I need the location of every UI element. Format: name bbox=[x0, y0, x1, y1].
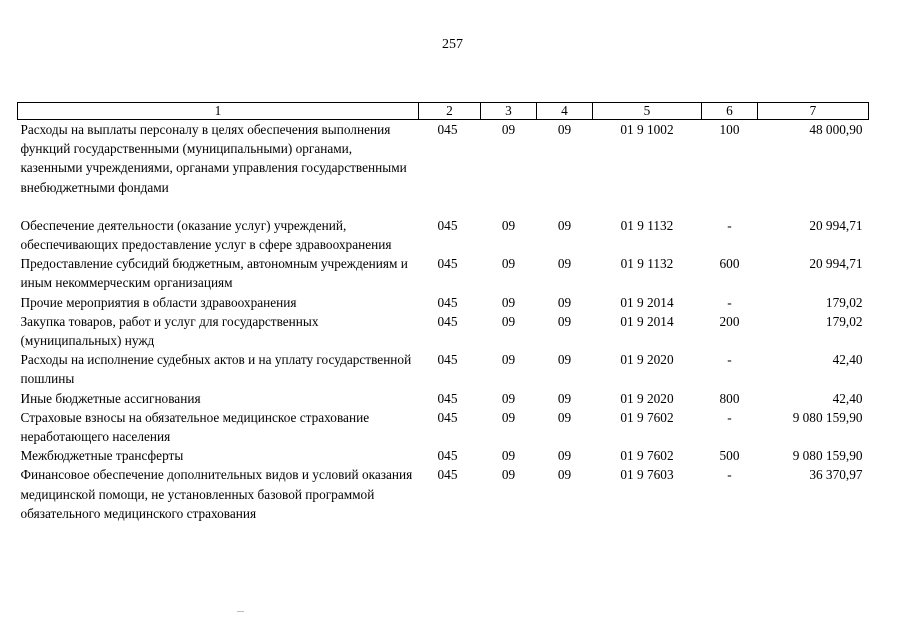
header-col-3: 3 bbox=[481, 103, 537, 120]
table-body bbox=[18, 120, 869, 524]
row-rz: 09 bbox=[501, 313, 516, 329]
row-pr: 09 bbox=[557, 390, 572, 406]
header-col-6: 6 bbox=[702, 103, 758, 120]
row-csr: 01 9 2020 bbox=[620, 390, 674, 406]
table-row bbox=[18, 293, 869, 312]
row-ved: 045 bbox=[437, 409, 458, 425]
table-row bbox=[18, 446, 869, 465]
row-csr: 01 9 1132 bbox=[620, 256, 674, 272]
row-sum: 179,02 bbox=[825, 294, 863, 310]
scan-mark bbox=[237, 611, 244, 612]
row-ved: 045 bbox=[437, 256, 458, 272]
row-vr: - bbox=[727, 409, 732, 425]
row-csr: 01 9 7602 bbox=[620, 409, 674, 425]
table-row bbox=[18, 350, 869, 388]
row-csr: 01 9 1002 bbox=[620, 122, 674, 137]
row-ved: 045 bbox=[437, 217, 458, 233]
row-rz: 09 bbox=[501, 352, 516, 368]
row-name: Межбюджетные трансферты bbox=[20, 448, 184, 464]
header-col-5: 5 bbox=[593, 103, 702, 120]
row-name: Прочие мероприятия в области здравоохранения bbox=[20, 294, 297, 310]
row-csr: 01 9 7603 bbox=[620, 467, 674, 483]
row-sum: 42,40 bbox=[832, 352, 863, 368]
row-name: Расходы на исполнение судебных актов и на уплату государственной пошлины bbox=[20, 352, 412, 387]
row-csr: 01 9 2014 bbox=[620, 294, 674, 310]
row-sum: 20 994,71 bbox=[809, 256, 863, 272]
row-name: Закупка товаров, работ и услуг для государственных (муниципальных) нужд bbox=[20, 313, 319, 349]
row-rz: 09 bbox=[501, 448, 516, 464]
row-rz: 09 bbox=[501, 409, 516, 425]
header-row bbox=[18, 103, 869, 120]
row-vr: - bbox=[727, 294, 732, 310]
row-ved: 045 bbox=[437, 352, 458, 368]
row-name: Финансовое обеспечение дополнительных видов и условий оказания медицинской помощи, не установленных базовой программой обязательного медицинского страхования bbox=[20, 467, 413, 521]
row-ved: 045 bbox=[437, 313, 458, 329]
header-col-7: 7 bbox=[758, 103, 869, 120]
row-csr: 01 9 2014 bbox=[620, 313, 674, 329]
row-vr: 500 bbox=[719, 448, 740, 464]
row-rz: 09 bbox=[501, 217, 516, 233]
header-col-4: 4 bbox=[537, 103, 593, 120]
row-rz: 09 bbox=[501, 294, 516, 310]
row-ved: 045 bbox=[437, 122, 458, 137]
row-sum: 20 994,71 bbox=[809, 217, 863, 233]
header-col-1: 1 bbox=[18, 103, 419, 120]
row-vr: 100 bbox=[719, 122, 740, 137]
row-name: Расходы на выплаты персоналу в целях обеспечения выполнения функций государственными (муниципальными) органами, казенными учреждениями, органами управления государственными внебюджетными фондами bbox=[20, 122, 407, 195]
row-rz: 09 bbox=[501, 256, 516, 272]
row-vr: 600 bbox=[719, 256, 740, 272]
row-name: Обеспечение деятельности (оказание услуг) учреждений, обеспечивающих предоставление услуг в сфере здравоохранения bbox=[20, 217, 392, 253]
page-number: 257 bbox=[442, 37, 463, 52]
table-row bbox=[18, 120, 869, 216]
row-sum: 42,40 bbox=[832, 390, 863, 406]
row-vr: - bbox=[727, 352, 732, 368]
row-ved: 045 bbox=[437, 390, 458, 406]
row-name: Предоставление субсидий бюджетным, автономным учреждениям и иным некоммерческим организациям bbox=[20, 256, 408, 291]
row-ved: 045 bbox=[437, 448, 458, 464]
table-header bbox=[18, 103, 869, 120]
table-row bbox=[18, 254, 869, 292]
header-col-2: 2 bbox=[419, 103, 481, 120]
table-row bbox=[18, 465, 869, 523]
row-csr: 01 9 1132 bbox=[620, 217, 674, 233]
row-pr: 09 bbox=[557, 217, 572, 233]
row-sum: 48 000,90 bbox=[809, 122, 863, 137]
table-row bbox=[18, 216, 869, 254]
row-vr: - bbox=[727, 217, 732, 233]
table-row bbox=[18, 408, 869, 446]
row-sum: 36 370,97 bbox=[809, 467, 863, 483]
row-name: Иные бюджетные ассигнования bbox=[20, 390, 201, 406]
row-sum: 9 080 159,90 bbox=[792, 409, 863, 425]
row-csr: 01 9 7602 bbox=[620, 448, 674, 464]
row-vr: 800 bbox=[719, 390, 740, 406]
row-pr: 09 bbox=[557, 313, 572, 329]
row-vr: 200 bbox=[719, 313, 740, 329]
row-vr: - bbox=[727, 467, 732, 483]
table-row bbox=[18, 312, 869, 350]
row-pr: 09 bbox=[557, 448, 572, 464]
row-pr: 09 bbox=[557, 294, 572, 310]
row-rz: 09 bbox=[501, 467, 516, 483]
row-sum: 9 080 159,90 bbox=[792, 448, 863, 464]
row-rz: 09 bbox=[501, 390, 516, 406]
row-pr: 09 bbox=[557, 467, 572, 483]
row-name: Страховые взносы на обязательное медицинское страхование неработающего населения bbox=[20, 409, 370, 445]
row-csr: 01 9 2020 bbox=[620, 352, 674, 368]
row-pr: 09 bbox=[557, 256, 572, 272]
budget-table bbox=[17, 102, 869, 523]
table-row bbox=[18, 389, 869, 408]
row-sum: 179,02 bbox=[825, 313, 863, 329]
row-rz: 09 bbox=[501, 122, 516, 137]
row-ved: 045 bbox=[437, 294, 458, 310]
row-pr: 09 bbox=[557, 409, 572, 425]
row-ved: 045 bbox=[437, 467, 458, 483]
row-pr: 09 bbox=[557, 352, 572, 368]
row-pr: 09 bbox=[557, 122, 572, 137]
